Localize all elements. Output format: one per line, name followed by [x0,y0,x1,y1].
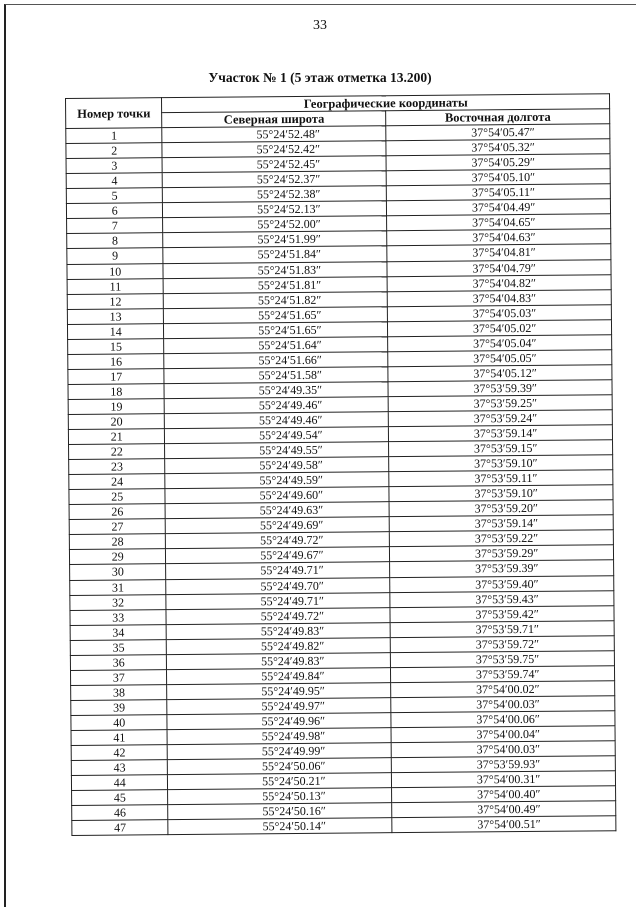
latitude-cell: 55°24′52.37″ [163,171,387,188]
latitude-cell: 55°24′49.72″ [166,607,390,624]
latitude-cell: 55°24′49.46″ [165,397,389,414]
point-number-cell: 27 [69,519,166,535]
point-number-cell: 1 [66,128,163,144]
latitude-cell: 55°24′49.82″ [167,637,391,654]
latitude-cell: 55°24′50.16″ [168,803,392,820]
point-number-cell: 37 [70,669,167,685]
longitude-cell: 37°53′59.11″ [389,470,613,487]
header-geo-coords: Географические координаты [162,94,610,113]
point-number-cell: 22 [69,444,166,460]
latitude-cell: 55°24′52.13″ [163,201,387,218]
latitude-cell: 55°24′52.00″ [163,216,387,233]
longitude-cell: 37°54′00.04″ [391,726,615,743]
point-number-cell: 41 [71,730,168,746]
latitude-cell: 55°24′52.48″ [162,126,386,143]
latitude-cell: 55°24′49.98″ [167,728,391,745]
point-number-cell: 4 [66,173,163,189]
latitude-cell: 55°24′49.72″ [166,532,390,549]
latitude-cell: 55°24′51.65″ [164,306,388,323]
latitude-cell: 55°24′49.99″ [168,743,392,760]
table-body [66,124,616,836]
latitude-cell: 55°24′51.81″ [164,276,388,293]
point-number-cell: 34 [70,624,167,640]
latitude-cell: 55°24′49.71″ [166,562,390,579]
latitude-cell: 55°24′50.14″ [168,818,392,835]
latitude-cell: 55°24′50.13″ [168,788,392,805]
point-number-cell: 13 [67,308,164,324]
point-number-cell: 38 [71,684,168,700]
point-number-cell: 42 [71,745,168,761]
latitude-cell: 55°24′49.71″ [166,592,390,609]
longitude-cell: 37°53′59.15″ [389,440,613,457]
longitude-cell: 37°53′59.43″ [390,590,614,607]
longitude-cell: 37°53′59.20″ [389,500,613,517]
point-number-cell: 2 [66,143,163,159]
latitude-cell: 55°24′51.66″ [164,351,388,368]
point-number-cell: 40 [71,715,168,731]
longitude-cell: 37°54′00.03″ [391,696,615,713]
longitude-cell: 37°53′59.14″ [389,425,613,442]
point-number-cell: 8 [67,233,164,249]
point-number-cell: 16 [68,353,165,369]
latitude-cell: 55°24′51.64″ [164,336,388,353]
latitude-cell: 55°24′49.96″ [167,713,391,730]
point-number-cell: 17 [68,368,165,384]
page-number: 33 [313,18,327,33]
header-point-number: Номер точки [66,98,163,129]
longitude-cell: 37°53′59.75″ [391,650,615,667]
point-number-cell: 45 [72,790,169,806]
longitude-cell: 37°54′00.51″ [392,816,616,833]
point-number-cell: 44 [71,775,168,791]
point-number-cell: 25 [69,489,166,505]
header-longitude: Восточная долгота [386,109,610,126]
point-number-cell: 3 [66,158,163,174]
latitude-cell: 55°24′51.82″ [164,291,388,308]
longitude-cell: 37°54′04.79″ [387,259,611,276]
longitude-cell: 37°53′59.14″ [389,515,613,532]
point-number-cell: 23 [69,459,166,475]
point-number-cell: 39 [71,700,168,716]
point-number-cell: 30 [70,564,167,580]
longitude-cell: 37°53′59.74″ [391,666,615,683]
longitude-cell: 37°54′04.65″ [387,214,611,231]
longitude-cell: 37°54′05.03″ [388,304,612,321]
point-number-cell: 11 [67,278,164,294]
longitude-cell: 37°54′04.63″ [387,229,611,246]
point-number-cell: 14 [67,323,164,339]
point-number-cell: 35 [70,639,167,655]
latitude-cell: 55°24′49.54″ [165,427,389,444]
point-number-cell: 19 [68,399,165,415]
latitude-cell: 55°24′49.63″ [166,502,390,519]
longitude-cell: 37°54′04.49″ [387,199,611,216]
latitude-cell: 55°24′49.97″ [167,698,391,715]
latitude-cell: 55°24′51.65″ [164,321,388,338]
point-number-cell: 7 [67,218,164,234]
point-number-cell: 15 [68,338,165,354]
point-number-cell: 9 [67,248,164,264]
longitude-cell: 37°54′00.03″ [391,741,615,758]
longitude-cell: 37°53′59.10″ [389,455,613,472]
latitude-cell: 55°24′49.84″ [167,667,391,684]
longitude-cell: 37°54′00.02″ [391,681,615,698]
longitude-cell: 37°53′59.25″ [388,395,612,412]
latitude-cell: 55°24′49.35″ [164,382,388,399]
longitude-cell: 37°54′05.11″ [387,184,611,201]
longitude-cell: 37°53′59.71″ [390,620,614,637]
point-number-cell: 21 [68,429,165,445]
latitude-cell: 55°24′50.21″ [168,773,392,790]
point-number-cell: 29 [69,549,166,565]
table-title: Участок № 1 (5 этаж отметка 13.200) [208,70,432,85]
longitude-cell: 37°54′00.49″ [392,801,616,818]
latitude-cell: 55°24′49.69″ [166,517,390,534]
point-number-cell: 5 [66,188,163,204]
longitude-cell: 37°53′59.42″ [390,605,614,622]
point-number-cell: 32 [70,594,167,610]
latitude-cell: 55°24′49.83″ [167,652,391,669]
longitude-cell: 37°54′00.31″ [392,771,616,788]
longitude-cell: 37°54′04.83″ [387,289,611,306]
longitude-cell: 37°54′04.81″ [387,244,611,261]
header-latitude: Северная широта [162,111,386,128]
latitude-cell: 55°24′51.84″ [163,246,387,263]
point-number-cell: 33 [70,609,167,625]
longitude-cell: 37°53′59.40″ [390,575,614,592]
latitude-cell: 55°24′49.70″ [166,577,390,594]
latitude-cell: 55°24′49.55″ [165,442,389,459]
point-number-cell: 31 [70,579,167,595]
point-number-cell: 18 [68,384,165,400]
longitude-cell: 37°53′59.10″ [389,485,613,502]
longitude-cell: 37°53′59.72″ [391,635,615,652]
latitude-cell: 55°24′49.59″ [165,472,389,489]
longitude-cell: 37°54′04.82″ [387,274,611,291]
latitude-cell: 55°24′52.42″ [162,141,386,158]
longitude-cell: 37°54′05.47″ [386,124,610,141]
longitude-cell: 37°54′05.12″ [388,365,612,382]
point-number-cell: 47 [72,820,169,836]
point-number-cell: 43 [71,760,168,776]
point-number-cell: 36 [70,654,167,670]
point-number-cell: 12 [67,293,164,309]
latitude-cell: 55°24′49.60″ [165,487,389,504]
point-number-cell: 10 [67,263,164,279]
longitude-cell: 37°53′59.39″ [388,380,612,397]
longitude-cell: 37°54′05.29″ [386,154,610,171]
longitude-cell: 37°54′00.06″ [391,711,615,728]
coordinates-table [65,93,616,836]
point-number-cell: 26 [69,504,166,520]
longitude-cell: 37°53′59.93″ [392,756,616,773]
point-number-cell: 24 [69,474,166,490]
longitude-cell: 37°54′05.05″ [388,350,612,367]
longitude-cell: 37°53′59.24″ [389,410,613,427]
longitude-cell: 37°54′05.32″ [386,139,610,156]
latitude-cell: 55°24′49.83″ [167,622,391,639]
point-number-cell: 28 [69,534,166,550]
longitude-cell: 37°54′05.04″ [388,334,612,351]
latitude-cell: 55°24′49.95″ [167,683,391,700]
point-number-cell: 6 [66,203,163,219]
latitude-cell: 55°24′49.67″ [166,547,390,564]
latitude-cell: 55°24′51.99″ [163,231,387,248]
latitude-cell: 55°24′49.58″ [165,457,389,474]
longitude-cell: 37°53′59.29″ [390,545,614,562]
latitude-cell: 55°24′49.46″ [165,412,389,429]
latitude-cell: 55°24′52.38″ [163,186,387,203]
longitude-cell: 37°54′05.10″ [386,169,610,186]
longitude-cell: 37°53′59.22″ [390,530,614,547]
latitude-cell: 55°24′50.06″ [168,758,392,775]
longitude-cell: 37°54′05.02″ [388,319,612,336]
longitude-cell: 37°53′59.39″ [390,560,614,577]
latitude-cell: 55°24′52.45″ [162,156,386,173]
point-number-cell: 20 [68,414,165,430]
latitude-cell: 55°24′51.83″ [163,261,387,278]
latitude-cell: 55°24′51.58″ [164,367,388,384]
longitude-cell: 37°54′00.40″ [392,786,616,803]
point-number-cell: 46 [72,805,169,821]
